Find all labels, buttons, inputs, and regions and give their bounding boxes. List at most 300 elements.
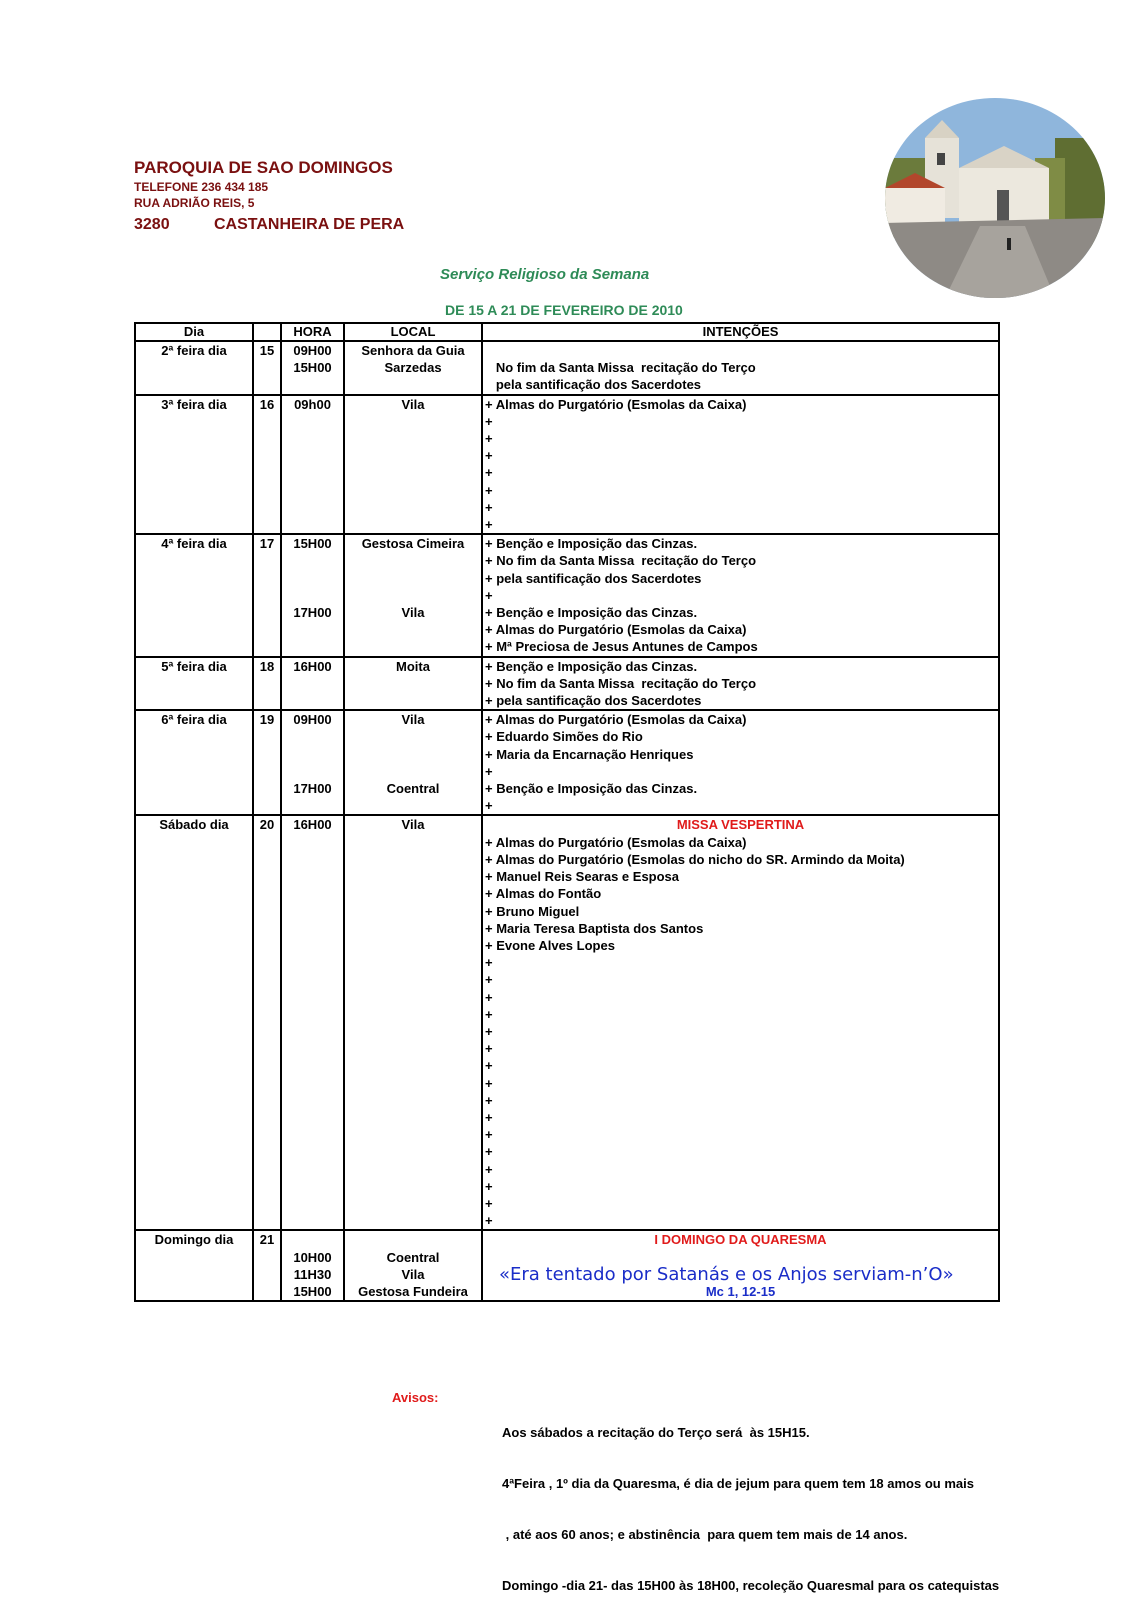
mass-location <box>344 1040 482 1057</box>
day-label-empty <box>135 570 253 587</box>
mass-location: Vila <box>344 395 482 413</box>
mass-time <box>281 1075 344 1092</box>
mass-location <box>344 552 482 569</box>
aviso-line: 4ªFeira , 1º dia da Quaresma, é dia de jejum para quem tem 18 amos ou mais <box>502 1476 974 1491</box>
mass-time: 15H00 <box>281 534 344 552</box>
schedule-row <box>135 1283 999 1301</box>
intention-text: + Benção e Imposição das Cinzas. <box>482 604 999 621</box>
day-label-empty <box>135 692 253 709</box>
intention-text <box>482 341 999 359</box>
schedule-row <box>135 604 999 621</box>
schedule-row <box>135 746 999 763</box>
schedule-row <box>135 1126 999 1143</box>
day-label-empty <box>135 464 253 481</box>
day-number-empty <box>253 1195 281 1212</box>
intention-text: + <box>482 464 999 481</box>
mass-location <box>344 834 482 851</box>
day-label-empty <box>135 638 253 656</box>
schedule-row <box>135 1178 999 1195</box>
intention-text: + <box>482 1075 999 1092</box>
day-number-empty <box>253 413 281 430</box>
mass-location <box>344 675 482 692</box>
mass-time <box>281 1230 344 1248</box>
day-number-empty <box>253 570 281 587</box>
intention-text: + Almas do Purgatório (Esmolas da Caixa) <box>482 395 999 413</box>
mass-time <box>281 464 344 481</box>
schedule-row <box>135 482 999 499</box>
mass-location <box>344 447 482 464</box>
mass-location: Coentral <box>344 780 482 797</box>
intention-text: + pela santificação dos Sacerdotes <box>482 692 999 709</box>
mass-time <box>281 1126 344 1143</box>
schedule-row <box>135 815 999 833</box>
mass-location <box>344 1006 482 1023</box>
schedule-row <box>135 710 999 728</box>
schedule-row <box>135 885 999 902</box>
schedule-table <box>134 322 1000 1302</box>
mass-time <box>281 570 344 587</box>
intention-text: + <box>482 587 999 604</box>
day-number-empty <box>253 1075 281 1092</box>
intention-text: + <box>482 1126 999 1143</box>
day-number-empty <box>253 499 281 516</box>
mass-location: Moita <box>344 657 482 675</box>
schedule-row <box>135 1006 999 1023</box>
schedule-row <box>135 675 999 692</box>
day-number-empty <box>253 1266 281 1283</box>
mass-time <box>281 499 344 516</box>
day-label-empty <box>135 1092 253 1109</box>
schedule-body <box>135 341 999 1301</box>
day-label-empty <box>135 1075 253 1092</box>
schedule-row <box>135 1040 999 1057</box>
mass-location <box>344 903 482 920</box>
mass-location: Coentral <box>344 1249 482 1266</box>
intention-text: + <box>482 1092 999 1109</box>
mass-time <box>281 1109 344 1126</box>
mass-location <box>344 851 482 868</box>
day-label-empty <box>135 1023 253 1040</box>
intention-text: + <box>482 413 999 430</box>
schedule-row <box>135 1057 999 1074</box>
mass-time <box>281 621 344 638</box>
intention-text: + <box>482 1143 999 1160</box>
schedule-row <box>135 868 999 885</box>
intention-text: + Almas do Purgatório (Esmolas da Caixa) <box>482 710 999 728</box>
schedule-row <box>135 1023 999 1040</box>
intention-text: + <box>482 797 999 815</box>
day-number-empty <box>253 868 281 885</box>
schedule-row <box>135 499 999 516</box>
mass-location <box>344 499 482 516</box>
document-title: Serviço Religioso da Semana <box>440 266 650 283</box>
mass-location <box>344 430 482 447</box>
schedule-row <box>135 1266 999 1283</box>
day-number: 19 <box>253 710 281 728</box>
day-number-empty <box>253 1283 281 1301</box>
mass-location <box>344 638 482 656</box>
schedule-row <box>135 534 999 552</box>
mass-location <box>344 971 482 988</box>
mass-location: Vila <box>344 604 482 621</box>
mass-location <box>344 464 482 481</box>
schedule-row <box>135 587 999 604</box>
intention-text: + <box>482 971 999 988</box>
intention-text: + Almas do Fontão <box>482 885 999 902</box>
avisos-text <box>502 1390 999 1611</box>
schedule-row <box>135 1230 999 1248</box>
intention-text: + <box>482 1040 999 1057</box>
intention-text: + <box>482 1109 999 1126</box>
mass-time <box>281 903 344 920</box>
mass-time: 09H00 <box>281 341 344 359</box>
mass-location <box>344 954 482 971</box>
mass-time <box>281 516 344 534</box>
parish-zip: 3280 <box>134 216 170 233</box>
schedule-row <box>135 692 999 709</box>
parish-name: PAROQUIA DE SAO DOMINGOS <box>134 158 393 177</box>
day-number-empty <box>253 834 281 851</box>
day-number-empty <box>253 746 281 763</box>
day-number-empty <box>253 552 281 569</box>
day-number-empty <box>253 638 281 656</box>
mass-location <box>344 570 482 587</box>
mass-time <box>281 1178 344 1195</box>
schedule-row <box>135 395 999 413</box>
mass-time <box>281 971 344 988</box>
parish-city-line <box>134 216 404 234</box>
mass-time <box>281 746 344 763</box>
intention-text: + <box>482 1212 999 1230</box>
intention-text: + Maria da Encarnação Henriques <box>482 746 999 763</box>
mass-time: 11H30 <box>281 1266 344 1283</box>
day-number-empty <box>253 1040 281 1057</box>
mass-time: 09H00 <box>281 710 344 728</box>
intention-text: pela santificação dos Sacerdotes <box>482 376 999 394</box>
day-label-empty <box>135 920 253 937</box>
schedule-row <box>135 657 999 675</box>
parish-phone: TELEFONE 236 434 185 <box>134 180 269 194</box>
mass-location: Senhora da Guia <box>344 341 482 359</box>
mass-time <box>281 376 344 394</box>
intention-text: + Maria Teresa Baptista dos Santos <box>482 920 999 937</box>
mass-location <box>344 937 482 954</box>
day-number-empty <box>253 728 281 745</box>
mass-time <box>281 1212 344 1230</box>
avisos-label: Avisos: <box>392 1390 439 1405</box>
intention-text: + Almas do Purgatório (Esmolas da Caixa) <box>482 621 999 638</box>
day-number-empty <box>253 1092 281 1109</box>
day-number-empty <box>253 1178 281 1195</box>
intention-text: + pela santificação dos Sacerdotes <box>482 570 999 587</box>
mass-time <box>281 937 344 954</box>
intention-text: + <box>482 1161 999 1178</box>
mass-location <box>344 1023 482 1040</box>
day-label-empty <box>135 851 253 868</box>
intention-text: + <box>482 499 999 516</box>
schedule-row <box>135 447 999 464</box>
day-label-empty <box>135 1283 253 1301</box>
day-label-empty <box>135 868 253 885</box>
day-number-empty <box>253 1161 281 1178</box>
schedule-row <box>135 1212 999 1230</box>
mass-location <box>344 1092 482 1109</box>
schedule-row <box>135 413 999 430</box>
day-number-empty <box>253 675 281 692</box>
schedule-row <box>135 638 999 656</box>
mass-time <box>281 797 344 815</box>
intention-text: + <box>482 1195 999 1212</box>
mass-time <box>281 1195 344 1212</box>
schedule-row <box>135 430 999 447</box>
mass-location: Gestosa Cimeira <box>344 534 482 552</box>
intention-text: + <box>482 447 999 464</box>
day-label-empty <box>135 937 253 954</box>
intention-text: + Benção e Imposição das Cinzas. <box>482 657 999 675</box>
intention-text: + <box>482 430 999 447</box>
mass-time: 09h00 <box>281 395 344 413</box>
parish-street: RUA ADRIÃO REIS, 5 <box>134 196 255 210</box>
mass-time <box>281 868 344 885</box>
mass-location <box>344 692 482 709</box>
intention-text: + No fim da Santa Missa recitação do Terço <box>482 675 999 692</box>
mass-time: 10H00 <box>281 1249 344 1266</box>
mass-location: Vila <box>344 710 482 728</box>
schedule-row <box>135 971 999 988</box>
mass-location <box>344 868 482 885</box>
mass-location: Sarzedas <box>344 359 482 376</box>
day-label: 3ª feira dia <box>135 395 253 413</box>
day-label-empty <box>135 359 253 376</box>
day-number-empty <box>253 587 281 604</box>
schedule-row <box>135 376 999 394</box>
mass-time <box>281 1023 344 1040</box>
col-header-hora: HORA <box>281 323 344 341</box>
mass-time: 16H00 <box>281 815 344 833</box>
intention-text: + Manuel Reis Searas e Esposa <box>482 868 999 885</box>
day-label-empty <box>135 1161 253 1178</box>
day-number-empty <box>253 1109 281 1126</box>
mass-time: 15H00 <box>281 359 344 376</box>
day-label-empty <box>135 834 253 851</box>
day-number-empty <box>253 692 281 709</box>
mass-location: Vila <box>344 1266 482 1283</box>
mass-time <box>281 413 344 430</box>
day-label-empty <box>135 1178 253 1195</box>
mass-location <box>344 621 482 638</box>
parish-city: CASTANHEIRA DE PERA <box>214 216 405 233</box>
day-number: 16 <box>253 395 281 413</box>
day-number-empty <box>253 763 281 780</box>
intention-text: + <box>482 1178 999 1195</box>
mass-location <box>344 885 482 902</box>
parish-header <box>134 158 404 234</box>
day-number-empty <box>253 971 281 988</box>
mass-time <box>281 430 344 447</box>
mass-time <box>281 1040 344 1057</box>
day-label-empty <box>135 1040 253 1057</box>
day-label-empty <box>135 1126 253 1143</box>
day-number-empty <box>253 903 281 920</box>
schedule-row <box>135 763 999 780</box>
mass-time <box>281 447 344 464</box>
intention-text: + Almas do Purgatório (Esmolas da Caixa) <box>482 834 999 851</box>
schedule-row <box>135 851 999 868</box>
mass-time <box>281 552 344 569</box>
schedule-row <box>135 1092 999 1109</box>
mass-location <box>344 989 482 1006</box>
schedule-row <box>135 1195 999 1212</box>
day-label-empty <box>135 1006 253 1023</box>
day-number-empty <box>253 482 281 499</box>
mass-location <box>344 413 482 430</box>
schedule-row <box>135 728 999 745</box>
mass-location <box>344 587 482 604</box>
intention-text: Mc 1, 12-15 <box>482 1283 999 1301</box>
aviso-line: Aos sábados a recitação do Terço será às 15H15. <box>502 1425 810 1440</box>
day-number-empty <box>253 359 281 376</box>
day-number-empty <box>253 797 281 815</box>
day-number-empty <box>253 447 281 464</box>
intention-text: + Bruno Miguel <box>482 903 999 920</box>
day-number-empty <box>253 516 281 534</box>
day-label-empty <box>135 780 253 797</box>
day-label-empty <box>135 885 253 902</box>
intention-text: + <box>482 482 999 499</box>
day-label-empty <box>135 954 253 971</box>
day-label: 5ª feira dia <box>135 657 253 675</box>
mass-time <box>281 675 344 692</box>
mass-location <box>344 1143 482 1160</box>
mass-location <box>344 482 482 499</box>
day-number-empty <box>253 851 281 868</box>
day-number-empty <box>253 920 281 937</box>
schedule-row <box>135 954 999 971</box>
mass-time <box>281 587 344 604</box>
schedule-row <box>135 570 999 587</box>
col-header-local: LOCAL <box>344 323 482 341</box>
day-label-empty <box>135 1212 253 1230</box>
mass-location <box>344 763 482 780</box>
day-label-empty <box>135 728 253 745</box>
mass-time <box>281 920 344 937</box>
intention-text: No fim da Santa Missa recitação do Terço <box>482 359 999 376</box>
day-label: Domingo dia <box>135 1230 253 1248</box>
intention-text: + Benção e Imposição das Cinzas. <box>482 780 999 797</box>
schedule-row <box>135 359 999 376</box>
schedule-row <box>135 621 999 638</box>
intention-text: + <box>482 1057 999 1074</box>
mass-location <box>344 1212 482 1230</box>
mass-time <box>281 954 344 971</box>
day-label-empty <box>135 482 253 499</box>
day-label-empty <box>135 971 253 988</box>
schedule-row <box>135 516 999 534</box>
day-number: 18 <box>253 657 281 675</box>
document-subtitle: DE 15 A 21 DE FEVEREIRO DE 2010 <box>445 302 683 318</box>
day-number: 15 <box>253 341 281 359</box>
intention-text: «Era tentado por Satanás e os Anjos serviam-n’O» <box>482 1266 999 1283</box>
day-label: Sábado dia <box>135 815 253 833</box>
mass-location <box>344 1075 482 1092</box>
day-label-empty <box>135 604 253 621</box>
day-label-empty <box>135 376 253 394</box>
mass-location <box>344 797 482 815</box>
day-label-empty <box>135 746 253 763</box>
day-label: 2ª feira dia <box>135 341 253 359</box>
day-label: 6ª feira dia <box>135 710 253 728</box>
mass-location: Vila <box>344 815 482 833</box>
mass-location <box>344 1195 482 1212</box>
mass-time: 17H00 <box>281 604 344 621</box>
mass-location <box>344 1178 482 1195</box>
day-number-empty <box>253 1143 281 1160</box>
mass-time <box>281 728 344 745</box>
day-number: 21 <box>253 1230 281 1248</box>
mass-time: 15H00 <box>281 1283 344 1301</box>
mass-time <box>281 1161 344 1178</box>
schedule-row <box>135 341 999 359</box>
mass-location <box>344 516 482 534</box>
intention-text: + <box>482 954 999 971</box>
day-label-empty <box>135 675 253 692</box>
church-photo-illustration <box>885 98 1105 298</box>
day-number-empty <box>253 604 281 621</box>
mass-location <box>344 920 482 937</box>
day-label-empty <box>135 1195 253 1212</box>
day-number-empty <box>253 1023 281 1040</box>
day-label-empty <box>135 447 253 464</box>
mass-location: Gestosa Fundeira <box>344 1283 482 1301</box>
day-number-empty <box>253 1212 281 1230</box>
mass-location <box>344 728 482 745</box>
mass-time: 17H00 <box>281 780 344 797</box>
mass-time: 16H00 <box>281 657 344 675</box>
day-label-empty <box>135 499 253 516</box>
day-label-empty <box>135 1266 253 1283</box>
day-label-empty <box>135 516 253 534</box>
schedule-row <box>135 834 999 851</box>
intention-text: + <box>482 516 999 534</box>
church-photo <box>885 98 1105 298</box>
day-number-empty <box>253 954 281 971</box>
schedule-row <box>135 1075 999 1092</box>
day-number: 20 <box>253 815 281 833</box>
mass-time <box>281 1057 344 1074</box>
aviso-line: , até aos 60 anos; e abstinência para quem tem mais de 14 anos. <box>502 1527 908 1542</box>
intention-text: + <box>482 1023 999 1040</box>
intention-text: + <box>482 763 999 780</box>
day-label-empty <box>135 797 253 815</box>
day-label-empty <box>135 430 253 447</box>
day-label-empty <box>135 989 253 1006</box>
mass-time <box>281 1092 344 1109</box>
schedule-row <box>135 797 999 815</box>
intention-text: + Mª Preciosa de Jesus Antunes de Campos <box>482 638 999 656</box>
schedule-row <box>135 464 999 481</box>
mass-time <box>281 851 344 868</box>
mass-location <box>344 376 482 394</box>
col-header-intencoes: INTENÇÕES <box>482 323 999 341</box>
day-number-empty <box>253 1057 281 1074</box>
intention-text: MISSA VESPERTINA <box>482 815 999 833</box>
schedule-row <box>135 1109 999 1126</box>
mass-time <box>281 885 344 902</box>
schedule-row <box>135 1143 999 1160</box>
col-header-dia: Dia <box>135 323 253 341</box>
mass-location <box>344 1109 482 1126</box>
day-label-empty <box>135 552 253 569</box>
